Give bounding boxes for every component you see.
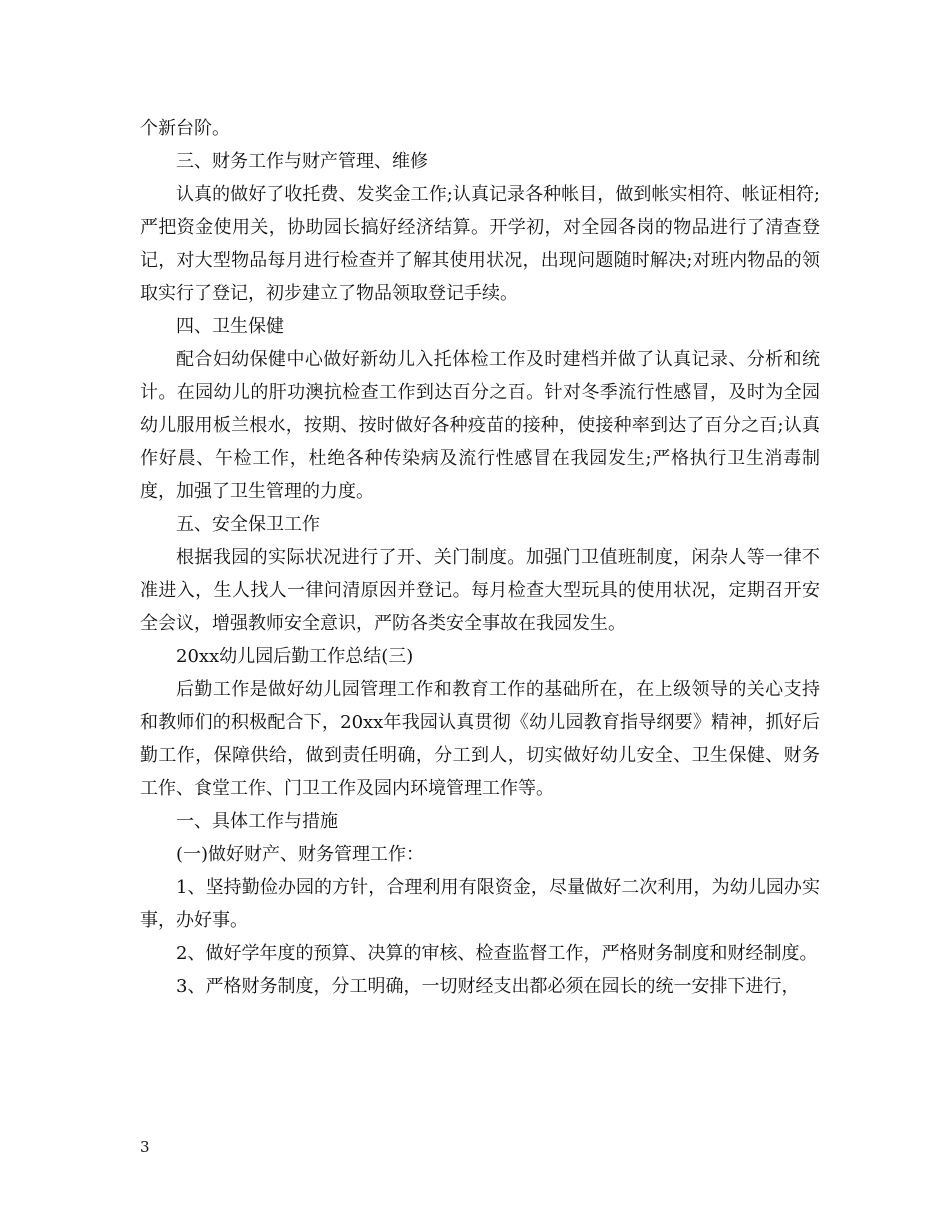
document-body xyxy=(140,112,820,1003)
paragraph-continuation: 个新台阶。 xyxy=(140,118,230,139)
list-item-3: 3、严格财务制度，分工明确，一切财经支出都必须在园长的统一安排下进行， xyxy=(176,976,800,997)
section-heading-safety: 五、安全保卫工作 xyxy=(176,514,320,535)
document-subtitle: 20xx幼儿园后勤工作总结(三) xyxy=(176,646,414,667)
section-heading-measures: 一、具体工作与措施 xyxy=(176,811,338,832)
list-item-2: 2、做好学年度的预算、决算的审核、检查监督工作，严格财务制度和财经制度。 xyxy=(176,943,818,964)
paragraph-finance: 认真的做好了收托费、发奖金工作;认真记录各种帐目，做到帐实相符、帐证相符;严把资金使用关，协助园长搞好经济结算。开学初，对全园各岗的物品进行了清查登记，对大型物品每月进行检查并了解其使用状况，出现问题随时解决;对班内物品的领取实行了登记，初步建立了物品领取登记手续。 xyxy=(140,184,820,304)
subsection-heading-property: (一)做好财产、财务管理工作： xyxy=(176,844,425,865)
section-heading-health: 四、卫生保健 xyxy=(176,316,284,337)
list-item-1: 1、坚持勤俭办园的方针，合理利用有限资金，尽量做好二次利用，为幼儿园办实事，办好事。 xyxy=(140,877,820,931)
paragraph-safety: 根据我园的实际状况进行了开、关门制度。加强门卫值班制度，闲杂人等一律不准进入，生人找人一律问清原因并登记。每月检查大型玩具的使用状况，定期召开安全会议，增强教师安全意识，严防各类安全事故在我园发生。 xyxy=(140,547,820,634)
paragraph-intro: 后勤工作是做好幼儿园管理工作和教育工作的基础所在，在上级领导的关心支持和教师们的积极配合下，20xx年我园认真贯彻《幼儿园教育指导纲要》精神，抓好后勤工作，保障供给，做到责任明确，分工到人，切实做好幼儿安全、卫生保健、财务工作、食堂工作、门卫工作及园内环境管理工作等。 xyxy=(140,679,820,799)
paragraph-health: 配合妇幼保健中心做好新幼儿入托体检工作及时建档并做了认真记录、分析和统计。在园幼儿的肝功澳抗检查工作到达百分之百。针对冬季流行性感冒，及时为全园幼儿服用板兰根水，按期、按时做好各种疫苗的接种，使接种率到达了百分之百;认真作好晨、午检工作，杜绝各种传染病及流行性感冒在我园发生;严格执行卫生消毒制度，加强了卫生管理的力度。 xyxy=(140,349,820,502)
page-number: 3 xyxy=(140,1138,150,1156)
section-heading-finance: 三、财务工作与财产管理、维修 xyxy=(176,151,428,172)
